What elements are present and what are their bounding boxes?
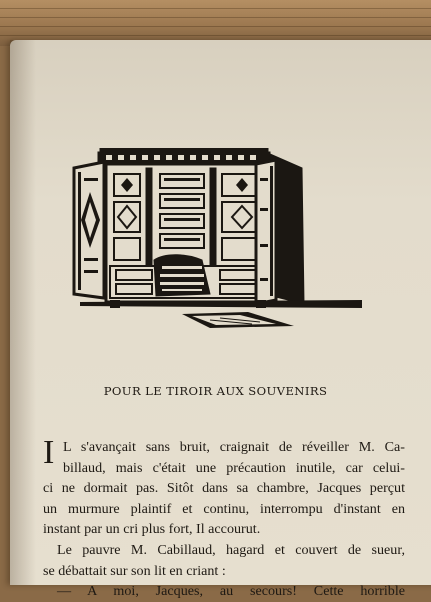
drop-cap: I <box>43 434 55 471</box>
text-line: se débattait sur son lit en criant : <box>43 562 226 579</box>
line-text: billaud, mais c'était une précaution inutile, car celui- <box>63 459 405 476</box>
text-line: ci ne dormait pas. Sitôt dans sa chambre, Jacques perçut <box>43 480 405 497</box>
chapter-title: POUR LE TIROIR AUX SOUVENIRS <box>103 384 328 398</box>
text-line: instant par un cri plus fort, Il accourut. <box>43 521 261 538</box>
page-gutter-shadow <box>10 40 36 585</box>
line-text: L s'avançait sans bruit, craignait de réveiller M. Ca- <box>63 439 405 455</box>
text-line <box>43 458 405 479</box>
text-line: un murmure plaintif et continu, interrompu d'instant en <box>43 500 405 517</box>
text-line: Le pauvre M. Cabillaud, hagard et couvert de sueur, <box>57 541 405 558</box>
text-line: — A moi, Jacques, au secours! Cette horrible <box>57 583 405 600</box>
body-text <box>43 434 405 602</box>
cabinet-woodcut-icon <box>70 148 366 334</box>
